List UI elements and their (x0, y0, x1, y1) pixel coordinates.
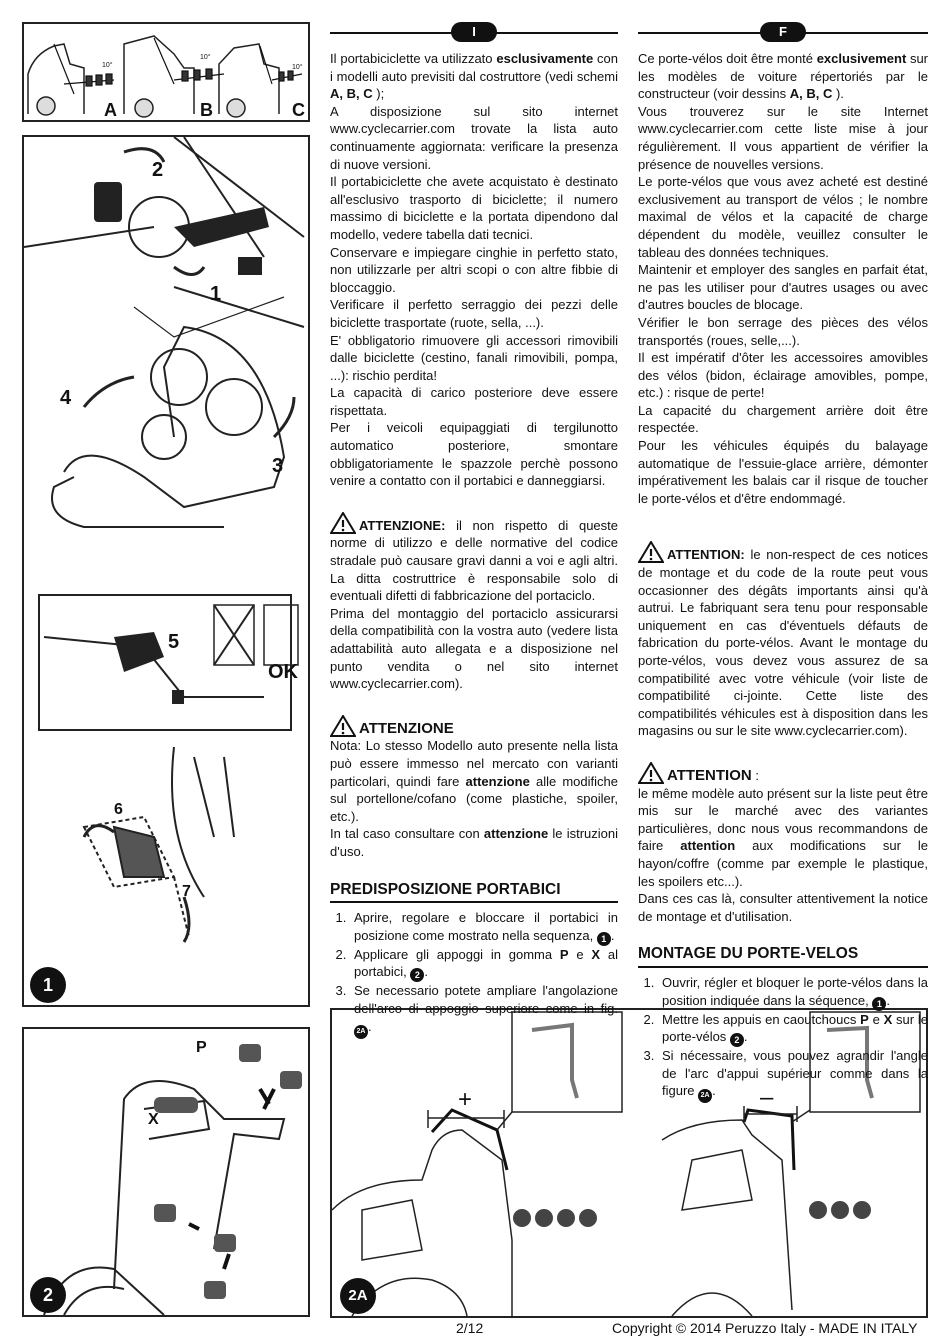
label-x: X (148, 1111, 159, 1128)
fr-step-3: 3. Si nécessaire, vous pouvez agrandir l'angle de l'arc d'appui supérieur comme dans la figure 2A . (658, 1047, 928, 1103)
warning-triangle-icon (638, 541, 664, 563)
fr-para-8: Pour les véhicules équipés du balayage automatique de l'essuie-glace arrière, démonter impérativement les balais car il risque de toucher le porte-vélos et d'être endommagé. (638, 438, 928, 506)
italian-language-bar (330, 22, 618, 44)
fr-section-title: MONTAGE DU PORTE-VELOS (638, 945, 928, 968)
step-1-label: 1 (210, 283, 222, 305)
italian-column (330, 22, 618, 1039)
it-para-7: La capacità di carico posteriore deve essere rispettata. (330, 385, 618, 418)
plus-sign: + (458, 1086, 473, 1113)
figure-2 (22, 1027, 310, 1317)
fr-para-2: Vous trouverez sur le site Internet www.cyclecarrier.com cette liste mise à jour régulièrement. Il vous appartient de vérifier la présence de nouvelles versions. (638, 103, 928, 172)
french-language-bar (638, 22, 928, 44)
fr-warning-1: ATTENTION: le non-respect de ces notices de montage et du code de la route peut vous occasionner des dégâts importants ainsi qu'à autrui. Le fabriquant sera tenu pour responsable uniquement en cas d'éventuels défauts de fabrication du porte-vélos. Avant le montage du porte-vélos, vous devez vous assurez de sa compatibilité avec votre véhicule (voir liste de compatibilité ci-jointe. Cette liste des compatibilités véhicules est à disposition dans les magasins ou sur le site www.cyclecarrier.com). (638, 541, 928, 740)
figure-2a-number: 2A (340, 1278, 376, 1314)
italian-badge: I (451, 22, 497, 42)
figure-abc (22, 22, 310, 122)
fr-step-2: 2. Mettre les appuis en caoutchoucs P e X sur le porte-vélos 2 . (658, 1011, 928, 1048)
angle-label-3: 10° (292, 64, 303, 71)
french-column (638, 22, 928, 1103)
step-2-label: 2 (152, 159, 164, 181)
fr-para-7: La capacité du chargement arrière doit être respectée. (638, 402, 928, 436)
label-a: A (104, 100, 117, 120)
it-step-3: 3. Se necessario potete ampliare l'angolazione dell'arco di appoggio superiore come in fig. 2A . (350, 982, 618, 1038)
step-7-label: 7 (182, 883, 191, 900)
angle-label-2: 10° (200, 54, 211, 61)
it-section-title: PREDISPOSIZIONE PORTABICI (330, 881, 618, 904)
figure-1-number: 1 (30, 967, 66, 1003)
it-warning-1: ATTENZIONE: il non rispetto di queste norme di utilizzo e delle normative del codice stradale può causare gravi danni a voi e agli altri. La ditta costruttrice è responsabile solo di eventuali difetti di fabbricazione del portaciclo. Prima del montaggio del portaciclo assicurarsi della compatibilità con la vostra auto (vedere lista adattabilità auto allegata e a disposizione nel punto vendita o nel sito internet www.cyclecarrier.com). (330, 512, 618, 693)
car-silhouettes (24, 24, 308, 120)
step-3-label: 3 (272, 455, 284, 477)
label-p: P (196, 1039, 207, 1056)
french-badge: F (760, 22, 806, 42)
rubber-supports-drawing (24, 1029, 308, 1315)
figure-2-number: 2 (30, 1277, 66, 1313)
figure-1 (22, 135, 310, 1007)
it-step-1: 1. Aprire, regolare e bloccare il portabici in posizione come mostrato nella sequenza, 1 . (350, 909, 618, 946)
step-6-label: 6 (114, 801, 123, 818)
it-para-2: A disposizione sul sito internet www.cyclecarrier.com trovate la lista auto continuamente aggiornata: verificare la presenza di nuove versioni. (330, 103, 618, 172)
it-para-3: Il portabiciclette che avete acquistato è destinato all'esclusivo trasporto di biciclette; il numero massimo di biciclette e la portata dipendono dal modello, vedere tabella dati tecnici. (330, 174, 618, 242)
label-c: C (292, 100, 305, 120)
bike-carrier-assembly-drawing (24, 137, 308, 1005)
fr-para-5: Vérifier le bon serrage des pièces des vélos transportés (roues, selle,...). (638, 314, 928, 348)
fr-warning-2: ATTENTION : le même modèle auto présent sur la liste peut être mis sur le marché avec des variantes particulières, donc nous vous recommandons de faire attention aux modifications sur le hayon/coffre (comme par exemple le plastique, les spoilers etc...). Dans ces cas là, consulter attentivement la notice de montage et d'utilisation. (638, 762, 928, 925)
it-para-1: Il portabiciclette va utilizzato esclusivamente con i modelli auto previsiti dal costruttore (vedi schemi A, B, C ); (330, 51, 618, 102)
it-steps-list (330, 909, 618, 1038)
page-number: 2/12 (456, 1320, 484, 1336)
angle-label-1: 10° (102, 62, 113, 69)
minus-sign: – (760, 1084, 774, 1111)
warning-triangle-icon (330, 715, 356, 737)
warning-triangle-icon (638, 762, 664, 784)
fr-para-3: Le porte-vélos que vous avez acheté est destiné exclusivement au transport de vélos ; le nombre maximal de vélos et la capacité de charge dépendent du modèle, veuillez consulter le tableau des données techniques. (638, 174, 928, 260)
it-para-6: E' obbligatorio rimuovere gli accessori rimovibili dalle biciclette (cestino, fanali rimovibili, pompa, ...): rischio perdita! (330, 332, 618, 383)
it-para-8: Per i veicoli equipaggiati di tergilunotto automatico posteriore, smontare obbligatoriamente le spazzole perchè possono venire a contatto con il portabici e danneggiarsi. (330, 420, 618, 489)
copyright: Copyright © 2014 Peruzzo Italy - MADE IN ITALY (612, 1320, 918, 1336)
fr-para-1: Ce porte-vélos doit être monté exclusivement sur les modèles de voiture répertoriés par le constructeur (voir dessins A, B, C ). (638, 51, 929, 102)
fr-para-4: Maintenir et employer des sangles en parfait état, ne pas les utiliser pour d'autres usages ou avec d'autres boucles de blocage. (638, 262, 928, 313)
it-para-4: Conservare e impiegare cinghie in perfetto stato, non utilizzarle per altri scopi o con altre fibbie di bloccaggio. (330, 244, 618, 295)
step-5-label: 5 (168, 631, 180, 653)
fr-step-1: 1. Ouvrir, régler et bloquer le porte-vélos dans la position indiquée dans la séquence, 1 . (658, 974, 928, 1011)
step-4-label: 4 (60, 387, 72, 409)
label-b: B (200, 100, 213, 120)
fr-steps-list (638, 974, 928, 1103)
it-para-5: Verificare il perfetto serraggio dei pezzi delle biciclette trasportate (ruote, sella, ...). (330, 297, 618, 330)
warning-triangle-icon (330, 512, 356, 534)
it-warning-2: ATTENZIONE Nota: Lo stesso Modello auto presente nella lista può essere immesso nel mercato con varianti particolari, quindi fare attenzione alle modifiche sul portellone/cofano (come plastiche, spoiler, etc.). In tal caso consultare con attenzione le istruzioni d'uso. (330, 715, 618, 861)
fr-para-6: Il est impératif d'ôter les accessoires amovibles des vélos (bidon, éclairage amovibles, pompe, etc.) : risque de perte! (638, 350, 928, 401)
ok-label: OK (268, 661, 298, 683)
it-step-2: 2. Applicare gli appoggi in gomma P e X al portabici, 2 . (350, 946, 618, 983)
